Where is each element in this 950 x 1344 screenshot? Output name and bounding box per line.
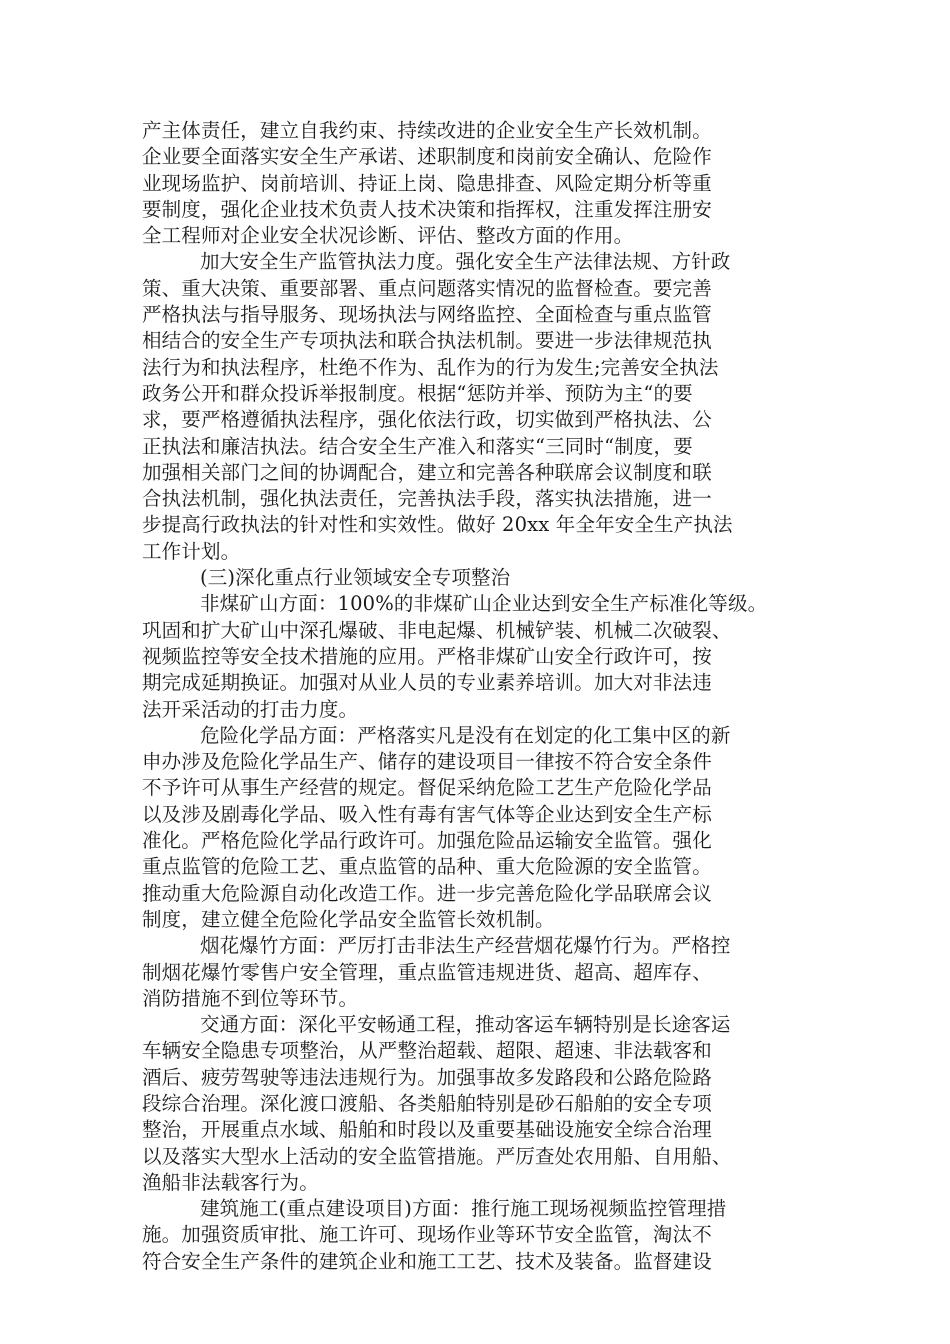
text-line: 求，要严格遵循执法程序，强化依法行政，切实做到严格执法、公 bbox=[142, 408, 712, 432]
text-line: 符合安全生产条件的建筑企业和施工工艺、技术及装备。监督建设 bbox=[142, 1249, 712, 1273]
text-line: 车辆安全隐患专项整治，从严整治超载、超限、超速、非法载客和 bbox=[142, 1039, 712, 1063]
text-line: 危险化学品方面：严格落实凡是没有在划定的化工集中区的新 bbox=[200, 723, 731, 747]
text-line: 重点监管的危险工艺、重点监管的品种、重大危险源的安全监管。 bbox=[142, 855, 712, 879]
text-line: 交通方面：深化平安畅通工程，推动客运车辆特别是长途客运 bbox=[200, 1013, 731, 1037]
text-line: 法行为和执法程序，杜绝不作为、乱作为的行为发生;完善安全执法 bbox=[142, 355, 719, 379]
text-line: 消防措施不到位等环节。 bbox=[142, 986, 359, 1010]
text-line: 不予许可从事生产经营的规定。督促采纳危险工艺生产危险化学品 bbox=[142, 776, 712, 800]
text-line: 法开采活动的打击力度。 bbox=[142, 697, 359, 721]
text-line: 酒后、疲劳驾驶等违法违规行为。加强事故多发路段和公路危险路 bbox=[142, 1065, 712, 1089]
text-line: 正执法和廉洁执法。结合安全生产准入和落实“三同时“制度，要 bbox=[142, 434, 693, 458]
text-line: 渔船非法载客行为。 bbox=[142, 1170, 319, 1194]
text-line: 准化。严格危险化学品行政许可。加强危险品运输安全监管。强化 bbox=[142, 829, 712, 853]
text-line: 制度，建立健全危险化学品安全监管长效机制。 bbox=[142, 907, 555, 931]
text-line: (三)深化重点行业领域安全专项整治 bbox=[200, 566, 511, 590]
text-line: 严格执法与指导服务、现场执法与网络监控、全面检查与重点监管 bbox=[142, 303, 712, 327]
text-line: 建筑施工(重点建设项目)方面：推行施工现场视频监控管理措 bbox=[200, 1197, 727, 1221]
text-line: 工作计划。 bbox=[142, 539, 241, 563]
text-line: 合执法机制，强化执法责任，完善执法手段，落实执法措施，进一 bbox=[142, 487, 712, 511]
document-body bbox=[142, 118, 814, 1275]
text-line: 企业要全面落实安全生产承诺、述职制度和岗前安全确认、危险作 bbox=[142, 145, 712, 169]
text-line: 步提高行政执法的针对性和实效性。做好 20xx 年全年安全生产执法 bbox=[142, 513, 733, 537]
text-line: 巩固和扩大矿山中深孔爆破、非电起爆、机械铲装、机械二次破裂、 bbox=[142, 618, 732, 642]
text-line: 非煤矿山方面：100%的非煤矿山企业达到安全生产标准化等级。 bbox=[200, 592, 768, 616]
text-line: 烟花爆竹方面：严厉打击非法生产经营烟花爆竹行为。严格控 bbox=[200, 934, 731, 958]
text-line: 政务公开和群众投诉举报制度。根据“惩防并举、预防为主“的要 bbox=[142, 381, 693, 405]
text-line: 以及涉及剧毒化学品、吸入性有毒有害气体等企业达到安全生产标 bbox=[142, 802, 712, 826]
text-line: 产主体责任，建立自我约束、持续改进的企业安全生产长效机制。 bbox=[142, 119, 712, 142]
text-line: 要制度，强化企业技术负责人技术决策和指挥权，注重发挥注册安 bbox=[142, 197, 712, 221]
text-line: 业现场监护、岗前培训、持证上岗、隐患排查、风险定期分析等重 bbox=[142, 171, 712, 195]
text-line: 整治，开展重点水域、船舶和时段以及重要基础设施安全综合治理 bbox=[142, 1118, 712, 1142]
text-line: 加强相关部门之间的协调配合，建立和完善各种联席会议制度和联 bbox=[142, 460, 712, 484]
text-line: 相结合的安全生产专项执法和联合执法机制。要进一步法律规范执 bbox=[142, 329, 712, 353]
text-line: 申办涉及危险化学品生产、储存的建设项目一律按不符合安全条件 bbox=[142, 750, 712, 774]
text-line: 段综合治理。深化渡口渡船、各类船舶特别是砂石船舶的安全专项 bbox=[142, 1091, 712, 1115]
text-line: 策、重大决策、重要部署、重点问题落实情况的监督检查。要完善 bbox=[142, 276, 712, 300]
text-line: 制烟花爆竹零售户安全管理，重点监管违规进货、超高、超库存、 bbox=[142, 960, 712, 984]
text-line: 加大安全生产监管执法力度。强化安全生产法律法规、方针政 bbox=[200, 250, 731, 274]
text-line: 施。加强资质审批、施工许可、现场作业等环节安全监管，淘汰不 bbox=[142, 1223, 712, 1247]
text-line: 全工程师对企业安全状况诊断、评估、整改方面的作用。 bbox=[142, 224, 634, 248]
text-line: 视频监控等安全技术措施的应用。严格非煤矿山安全行政许可，按 bbox=[142, 644, 712, 668]
text-line: 以及落实大型水上活动的安全监管措施。严厉查处农用船、自用船、 bbox=[142, 1144, 732, 1168]
text-line: 期完成延期换证。加强对从业人员的专业素养培训。加大对非法违 bbox=[142, 671, 712, 695]
text-line: 推动重大危险源自动化改造工作。进一步完善危险化学品联席会议 bbox=[142, 881, 712, 905]
